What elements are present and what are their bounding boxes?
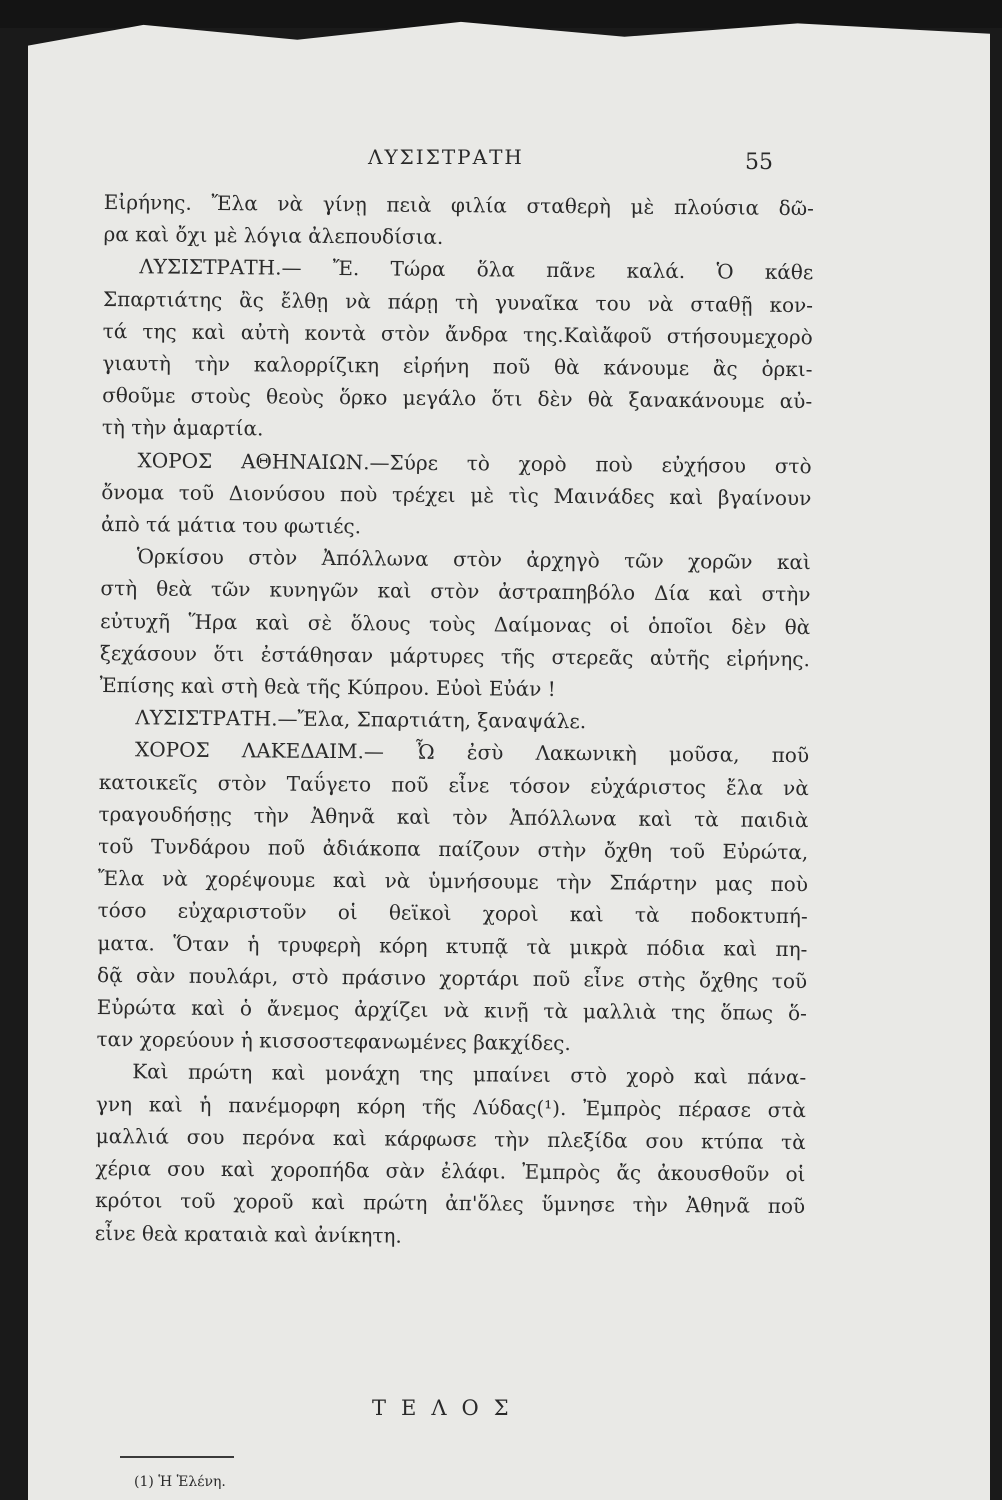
running-head: ΛΥΣΙΣΤΡΑΤΗ	[368, 145, 524, 169]
text-line: τραγουδήσῃς τὴν Ἀθηνᾶ καὶ τὸν Ἀπόλλωνα καὶ τὰ παιδιὰ	[98, 801, 809, 833]
text-line: ταν χορεύουν ἡ κισσοστεφανωμένες βακχίδες.	[96, 1027, 571, 1056]
text-line: εἶνε θεὰ κραταιὰ καὶ ἀνίκητη.	[94, 1220, 402, 1248]
text-line: τά της καὶ αὐτὴ κοντὰ στὸν ἄνδρα της.Καὶἄφοῦ στήσουμεχορὸ	[102, 318, 813, 350]
footnote: (1) Ἡ Ἑλένη.	[134, 1474, 226, 1490]
page-number: 55	[745, 150, 773, 175]
footnote-rule	[120, 1456, 234, 1458]
text-line: εὐτυχῆ Ἥρα καὶ σὲ ὅλους τοὺς Δαίμονας οἱ ὁποῖοι δὲν θὰ	[100, 608, 811, 639]
text-line: Εἰρήνης. Ἔλα νὰ γίνῃ πειὰ φιλία σταθερὴ μὲ πλούσια δῶ-	[103, 189, 814, 221]
paragraph	[102, 250, 814, 449]
text-line: Ἔλα νὰ χορέψουμε καὶ νὰ ὑμνήσουμε τὴν Σπάρτην μας ποὺ	[97, 866, 809, 897]
text-line: τὴ τὴν ἁμαρτία.	[101, 415, 264, 441]
text-line: ΧΟΡΟΣ ΑΘΗΝΑΙΩΝ.—Σύρε τὸ χορὸ ποὺ εὐχήσου στὸ	[137, 447, 812, 478]
text-line: ὄνομα τοῦ Διονύσου ποὺ τρέχει μὲ τὶς Μαινάδες καὶ βγαίνουν	[101, 479, 812, 511]
text-line: Σπαρτιάτης ἂς ἔλθῃ νὰ πάρῃ τὴ γυναῖκα του νὰ σταθῇ κον-	[102, 286, 814, 317]
text-line: κρότοι τοῦ χοροῦ καὶ πρώτη ἀπ'ὅλες ὕμνησε τὴν Ἀθηνᾶ ποῦ	[95, 1188, 806, 1219]
text-line: σθοῦμε στοὺς θεοὺς ὅρκο μεγάλο ὅτι δὲν θὰ ξανακάνουμε αὐ-	[102, 383, 813, 414]
text-line: Καὶ πρώτη καὶ μονάχη της μπαίνει στὸ χορὸ καὶ πάνα-	[132, 1059, 807, 1090]
text-line: γνη καὶ ἡ πανέμορφη κόρη τῆς Λύδας(¹). Ἐμπρὸς πέρασε στὰ	[95, 1091, 807, 1122]
text-line: τοῦ Τυνδάρου ποῦ ἀδιάκοπα παίζουν στὴν ὄχθη τοῦ Εὐρώτα,	[98, 834, 809, 865]
paragraph	[96, 733, 809, 1061]
body-text	[95, 186, 814, 1255]
text-line: ΛΥΣΙΣΤΡΑΤΗ.— Ἔ. Τώρα ὅλα πᾶνε καλά. Ὁ κάθε	[139, 254, 814, 285]
text-line: μαλλιά σου περόνα καὶ κάρφωσε τὴν πλεξίδα σου κτύπα τὰ	[95, 1123, 806, 1155]
text-line: κατοικεῖς στὸν Ταΰγετο ποῦ εἶνε τόσον εὐχάριστος ἔλα νὰ	[98, 769, 809, 800]
text-line: Εὐρώτα καὶ ὁ ἄνεμος ἀρχίζει νὰ κινῇ τὰ μαλλιὰ της ὅπως ὅ-	[96, 995, 807, 1026]
text-line: ρα καὶ ὄχι μὲ λόγια ἀλεπουδίσια.	[103, 222, 444, 250]
text-line: στὴ θεὰ τῶν κυνηγῶν καὶ στὸν ἀστραπηβόλο Δία καὶ στὴν	[100, 576, 811, 607]
text-line: χέρια σου καὶ χοροπήδα σὰν ἐλάφι. Ἐμπρὸς ἄς ἀκουσθοῦν οἱ	[95, 1156, 806, 1187]
text-line: ΧΟΡΟΣ ΛΑΚΕΔΑΙΜ.— Ὦ ἐσὺ Λακωνικὴ μοῦσα, ποῦ	[134, 737, 810, 768]
text-line: ἀπὸ τά μάτια του φωτιές.	[100, 512, 362, 539]
text-line: γιαυτὴ τὴν καλορρίζικη εἰρήνη ποῦ θὰ κάνουμε ἂς ὁρκι-	[102, 351, 813, 382]
text-line: Ὁρκίσου στὸν Ἀπόλλωνα στὸν ἀρχηγὸ τῶν χορῶν καὶ	[136, 544, 811, 575]
paragraph	[103, 186, 814, 257]
text-line: δᾷ σὰν πουλάρι, στὸ πράσινο χορτάρι ποῦ εἶνε στὴς ὄχθης τοῦ	[97, 962, 808, 994]
paragraph	[100, 540, 811, 707]
text-line: ΛΥΣΙΣΤΡΑΤΗ.—Ἔλα, Σπαρτιάτη, ξαναψάλε.	[135, 705, 587, 734]
paragraph	[101, 444, 812, 547]
text-line: ξεχάσουν ὅτι ἐστάθησαν μάρτυρες τῆς στερεᾶς αὐτῆς εἰρήνης.	[99, 640, 811, 672]
the-end: ΤΕΛΟΣ	[372, 1396, 524, 1420]
paragraph	[95, 1055, 807, 1254]
text-line: τόσο εὐχαριστοῦν οἱ θεϊκοὶ χοροὶ καὶ τὰ ποδοκτυπή-	[97, 898, 808, 929]
text-line: ματα. Ὅταν ἡ τρυφερὴ κόρη κτυπᾷ τὰ μικρὰ πόδια καὶ πη-	[97, 930, 808, 961]
text-line: Ἐπίσης καὶ στὴ θεὰ τῆς Κύπρου. Εὐοὶ Εὐάν !	[99, 673, 556, 702]
